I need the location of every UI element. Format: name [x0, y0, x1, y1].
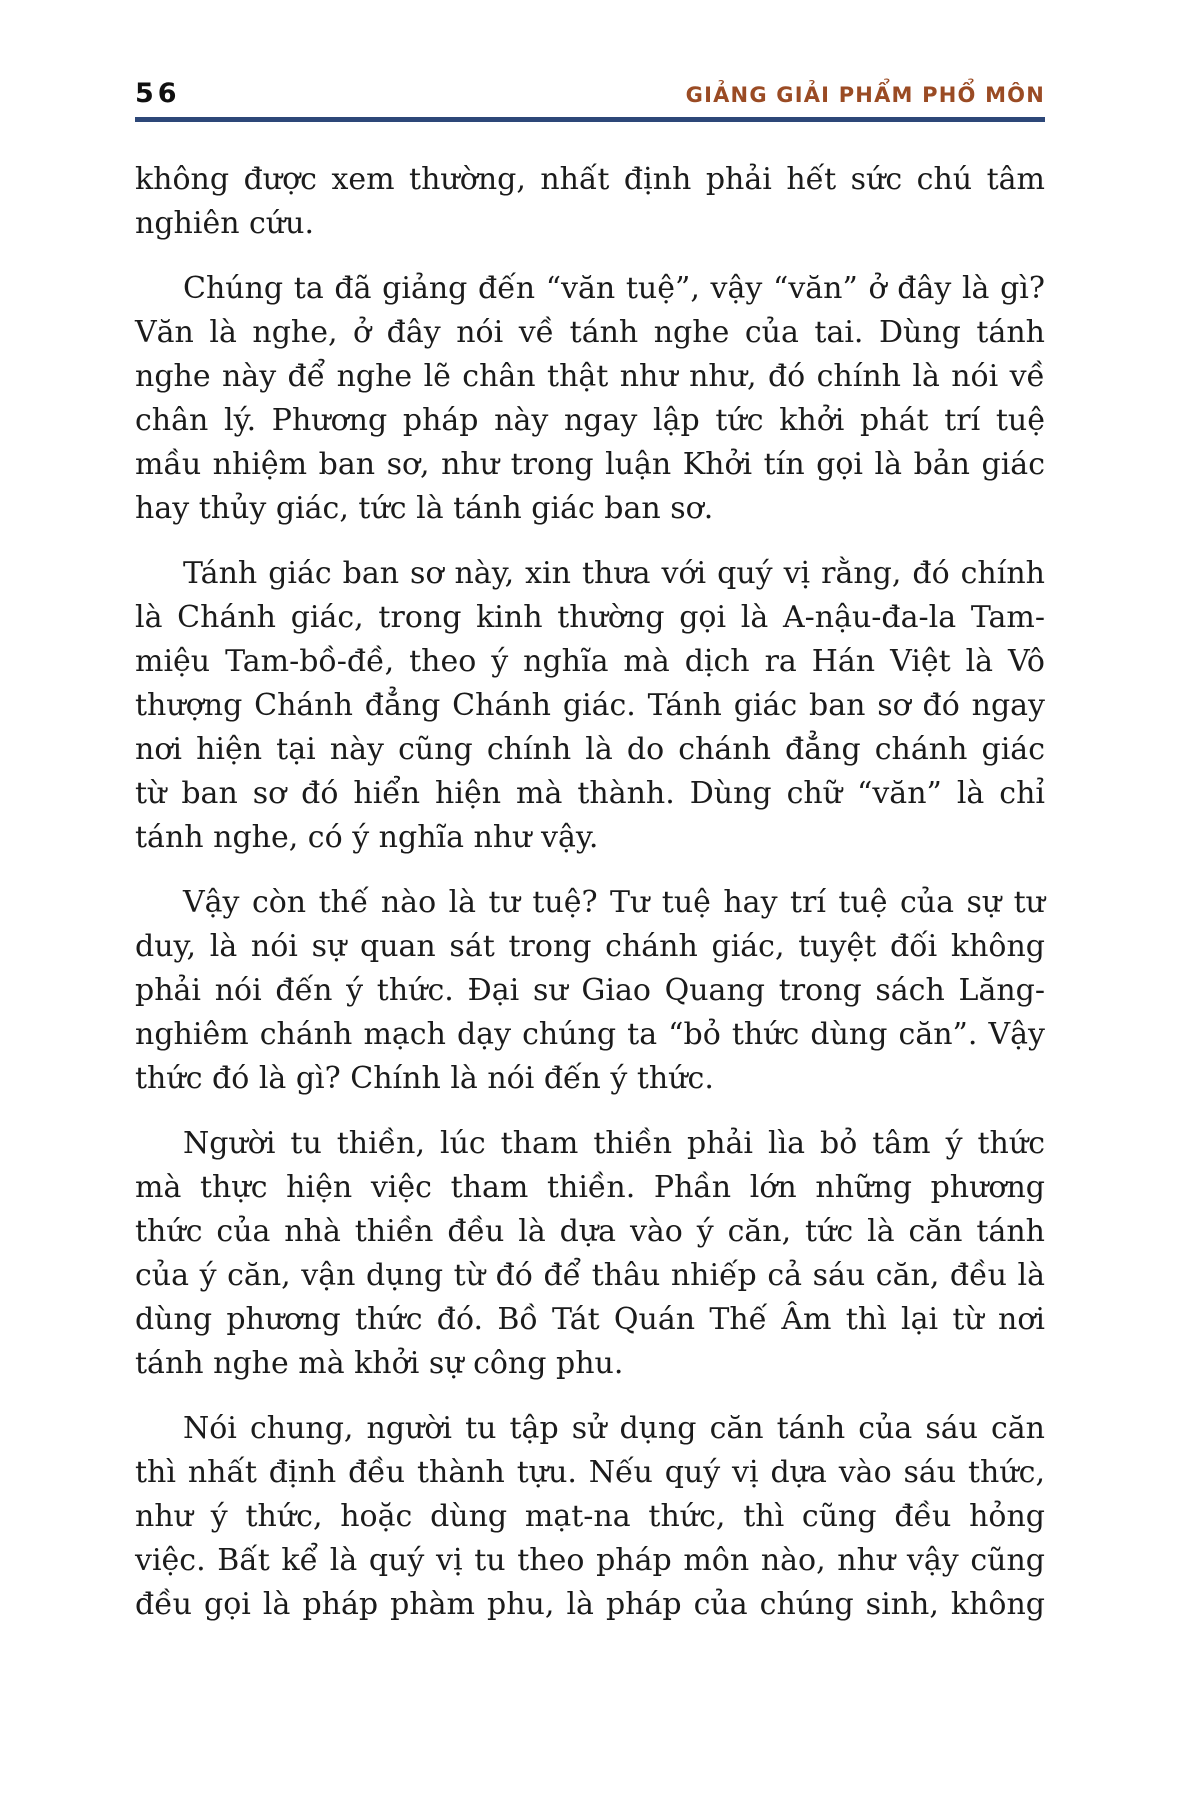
text-line: Người tu thiền, lúc tham thiền phải lìa bỏ tâm ý thức	[183, 1126, 1045, 1161]
paragraph	[135, 881, 1045, 1101]
text-line: chân lý. Phương pháp này ngay lập tức khởi phát trí tuệ	[135, 403, 1045, 438]
text-line: tánh nghe mà khởi sự công phu.	[135, 1346, 624, 1381]
text-line: việc. Bất kể là quý vị tu theo pháp môn nào, như vậy cũng	[135, 1543, 1045, 1578]
running-title: GIẢNG GIẢI PHẨM PHỔ MÔN	[685, 83, 1045, 107]
text-line: thức của nhà thiền đều là dựa vào ý căn, tức là căn tánh	[135, 1214, 1045, 1249]
text-line: thức đó là gì? Chính là nói đến ý thức.	[135, 1061, 714, 1096]
paragraph	[135, 267, 1045, 531]
text-line: duy, là nói sự quan sát trong chánh giác, tuyệt đối không	[135, 929, 1045, 964]
page-number: 56	[135, 78, 181, 109]
text-line: tánh nghe, có ý nghĩa như vậy.	[135, 820, 599, 855]
text-line: từ ban sơ đó hiển hiện mà thành. Dùng chữ “văn” là chỉ	[135, 776, 1045, 811]
text-line: không được xem thường, nhất định phải hết sức chú tâm	[135, 162, 1045, 197]
page-header	[135, 80, 1045, 107]
text-line: Vậy còn thế nào là tư tuệ? Tư tuệ hay trí tuệ của sự tư	[183, 885, 1045, 920]
text-line: đều gọi là pháp phàm phu, là pháp của chúng sinh, không	[135, 1587, 1045, 1622]
text-line: thượng Chánh đẳng Chánh giác. Tánh giác ban sơ đó ngay	[135, 688, 1045, 723]
text-line: thì nhất định đều thành tựu. Nếu quý vị dựa vào sáu thức,	[135, 1455, 1045, 1490]
text-line: nơi hiện tại này cũng chính là do chánh đẳng chánh giác	[135, 732, 1045, 767]
paragraph	[135, 552, 1045, 860]
paragraph	[135, 1122, 1045, 1386]
text-line: nghiên cứu.	[135, 206, 315, 241]
text-line: phải nói đến ý thức. Đại sư Giao Quang trong sách Lăng-	[135, 973, 1045, 1008]
paragraph	[135, 158, 1045, 246]
text-line: là Chánh giác, trong kinh thường gọi là A-nậu-đa-la Tam-	[135, 600, 1045, 635]
text-line: miệu Tam-bồ-đề, theo ý nghĩa mà dịch ra Hán Việt là Vô	[135, 644, 1045, 679]
text-line: Văn là nghe, ở đây nói về tánh nghe của tai. Dùng tánh	[135, 315, 1045, 350]
text-line: của ý căn, vận dụng từ đó để thâu nhiếp cả sáu căn, đều là	[135, 1258, 1045, 1293]
text-line: dùng phương thức đó. Bồ Tát Quán Thế Âm thì lại từ nơi	[135, 1302, 1045, 1337]
text-line: Nói chung, người tu tập sử dụng căn tánh của sáu căn	[183, 1411, 1045, 1446]
paragraph	[135, 1407, 1045, 1627]
text-line: nghiêm chánh mạch dạy chúng ta “bỏ thức dùng căn”. Vậy	[135, 1017, 1045, 1052]
text-line: nghe này để nghe lẽ chân thật như như, đó chính là nói về	[135, 359, 1045, 394]
text-line: mà thực hiện việc tham thiền. Phần lớn những phương	[135, 1170, 1045, 1205]
text-line: Tánh giác ban sơ này, xin thưa với quý vị rằng, đó chính	[183, 556, 1045, 591]
text-line: hay thủy giác, tức là tánh giác ban sơ.	[135, 491, 714, 526]
header-divider	[135, 117, 1045, 122]
text-line: mầu nhiệm ban sơ, như trong luận Khởi tín gọi là bản giác	[135, 447, 1045, 482]
text-line: như ý thức, hoặc dùng mạt-na thức, thì cũng đều hỏng	[135, 1499, 1045, 1534]
text-line: Chúng ta đã giảng đến “văn tuệ”, vậy “văn” ở đây là gì?	[183, 271, 1045, 306]
page-body	[135, 158, 1045, 1627]
